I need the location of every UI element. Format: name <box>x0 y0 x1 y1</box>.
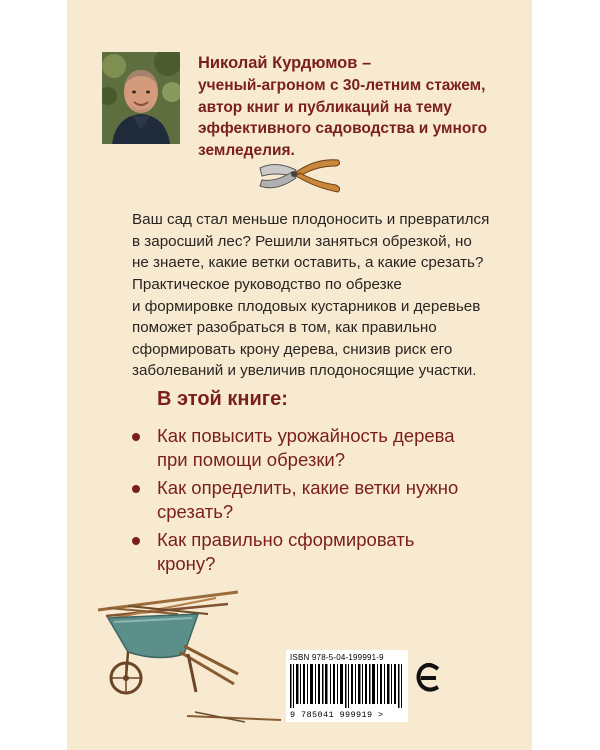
publisher-logo-icon <box>414 657 444 699</box>
author-bio <box>198 75 518 161</box>
intro-line: в заросший лес? Решили заняться обрезкой, но <box>132 232 472 250</box>
author-photo <box>102 52 180 144</box>
barcode-digits: 9 785041 999919 > <box>290 710 384 720</box>
description-line: поможет разобраться в том, как правильно <box>132 319 437 336</box>
content-bullet <box>132 476 472 524</box>
barcode-bars <box>290 664 404 708</box>
bullet-icon <box>132 485 140 493</box>
bullet-icon <box>132 537 140 545</box>
content-bullet <box>132 528 472 576</box>
bullet-text: Как повысить урожайность дерева при помощи обрезки? <box>157 425 455 470</box>
author-bio-line: ученый-агроном с 30-летним стажем, <box>198 77 486 94</box>
description-paragraph <box>132 274 492 382</box>
bullet-text: Как правильно сформировать крону? <box>157 529 415 574</box>
intro-line: не знаете, какие ветки оставить, а какие срезать? <box>132 254 484 271</box>
author-bio-line: земледелия. <box>198 141 295 159</box>
section-title: В этой книге: <box>157 388 288 410</box>
bullet-text: Как определить, какие ветки нужно срезать? <box>157 477 459 522</box>
pruning-shears-icon <box>256 152 342 200</box>
wheelbarrow-illustration <box>88 588 248 704</box>
author-bio-line: эффективного садоводства и умного <box>198 120 488 137</box>
author-name: Николай Курдюмов – <box>198 54 372 72</box>
description-line: и формировке плодовых кустарников и деревьев <box>132 297 481 315</box>
description-line: Практическое руководство по обрезке <box>132 276 402 293</box>
description-line: сформировать крону дерева, снизив риск его <box>132 340 453 358</box>
barcode <box>286 650 408 722</box>
intro-line: Ваш сад стал меньше плодоносить и превратился <box>132 211 490 228</box>
content-bullet <box>132 424 472 472</box>
sticks-illustration <box>185 706 285 726</box>
isbn-number: ISBN 978-5-04-199991-9 <box>290 653 384 662</box>
bullet-icon <box>132 433 140 441</box>
intro-paragraph <box>132 209 492 274</box>
description-line: заболеваний и увеличив плодоносящие участки. <box>132 362 477 379</box>
author-bio-line: автор книг и публикаций на тему <box>198 98 452 116</box>
